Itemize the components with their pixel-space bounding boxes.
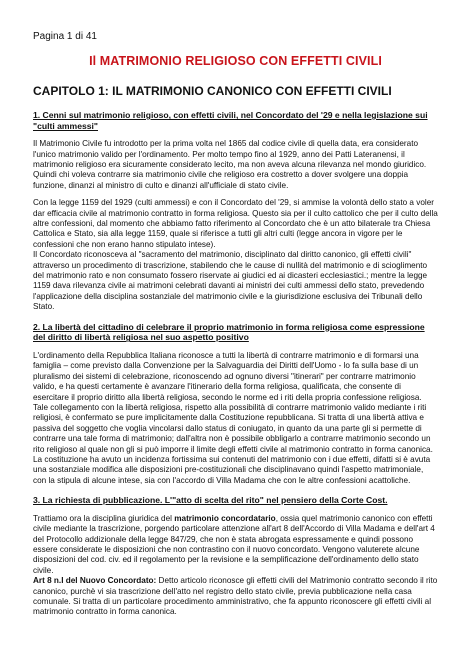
document-title: Il MATRIMONIO RELIGIOSO CON EFFETTI CIVILI bbox=[89, 54, 382, 68]
section-3-p1-rest: , ossia quel matrimonio canonico con effetti civile mediante la trascrizione, porgendo particolare attenzione all'art 8 dell'Accordo di Villa Madama e dell'art 4 del Protocollo addizionale della legge 847/29, che non è stata abrogata espressamente e quindi possono essere considerate le disposizioni che non contrastino con il nuovo concordato. Vengono valuterete alcune disposizioni del cod. civ. ed il regolamento per la revisione e la semplificazione dell'ordinamento dello stato civile. bbox=[33, 513, 435, 575]
section-3-paragraph-2 bbox=[33, 576, 438, 618]
section-3-p2-bold: Art 8 n.I del Nuovo Concordato: bbox=[33, 576, 157, 586]
section-2-paragraph-1: L'ordinamento della Repubblica Italiana riconosce a tutti la libertà di contrarre matrimonio e di formarsi una famiglia – come previsto dalla Convenzione per la Salvaguardia dei Diritti dell'Uomo - lo fa sulla base di un pluralismo dei sistemi di celebrazione, riconoscendo ad ognuno diversi "itinerari" per contrarre matrimonio valido, e ha questi certamente è avanzare l'itinerario della forma religiosa, qualificata, che consente di esercitare il proprio diritto alla libertà religiosa, secondo le norme ed i riti della propria confessione religiosa. Tale collegamento con la libertà religiosa, rispetto alla possibilità di contrarre matrimonio valido mediante i riti religiosi, è confermato se pure implicitamente dalla Costituzione repubblicana. Si tratta di una libertà attiva e passiva del soggetto che voglia vincolarsi dallo status di coniugato, in quanto da una parte gli si permette di contrarre una tale forma di matrimonio; dall'altra non è possibile obbligarlo a contrarre matrimonio secondo un rito religioso al quale non gli si può imporre il limite degli effetti civile al matrimonio contratto in forma canonica. bbox=[33, 350, 433, 454]
section-1-paragraph-3: Il Concordato riconosceva al "sacramento del matrimonio, disciplinato dal diritto canonico, gli effetti civili" attraverso un procedimento di trascrizione, stabilendo che le cause di nullità del matrimonio e di scioglimento del matrimonio rato e non consumato fossero riservate ai giudici ed ai dicasteri ecclesiastici.; mentre la legge 1159 dava rilevanza civile ai matrimoni celebrati davanti ai ministri dei culti ammessi dello stato, prevedendo l'applicazione della disciplina sostanziale del matrimonio civile e la giurisdizione esclusiva dei Tribunali dello Stato. bbox=[33, 250, 428, 312]
section-3-p2-rest: Detto articolo riconosce gli effetti civili del Matrimonio contratto secondo il rito canonico, purchè vi sia trascrizione dell'atto nel registro dello stato civile, previa pubblicazione nella casa comunale. Si tratta di un particolare procedimento amministrativo, che fa appunto riconoscere gli effetti civili al matrimonio contratto in forma canonica. bbox=[33, 576, 438, 617]
section-1-paragraph-1: Il Matrimonio Civile fu introdotto per la prima volta nel 1865 dal codice civile di quella data, era considerato l'unico matrimonio valido per l'ordinamento. Per molto tempo fino al 1929, anno dei Patti Lateranensi, il matrimonio religioso era sicuramente considerato lecito, ma non aveva alcuna rilevanza nel mondo giuridico. Quindi chi voleva contrarre sia matrimonio civile che religioso era costretto a dover svolgere una doppia funzione, dinanzi al ministro di culto e dinanzi all'ufficiale di stato civile. bbox=[33, 139, 427, 190]
chapter-heading: CAPITOLO 1: IL MATRIMONIO CANONICO CON EFFETTI CIVILI bbox=[33, 84, 392, 98]
section-1-heading: 1. Cenni sul matrimonio religioso, con effetti civili, nel Concordato del '29 e nella legislazione sui "culti ammessi" bbox=[33, 110, 428, 131]
section-3-p1-bold: matrimonio concordatario bbox=[174, 513, 276, 523]
section-2-heading: 2. La libertà del cittadino di celebrare il proprio matrimonio in forma religiosa come espressione del diritto di libertà religiosa nel suo aspetto positivo bbox=[33, 321, 425, 343]
section-3-p1-lead: Trattiamo ora la disciplina giuridica del bbox=[33, 513, 175, 523]
section-2-paragraph-2: La costituzione ha avuto un incidenza fortissima sui contenuti del matrimonio con i due effetti, difatti si è avuta una sostanziale modifica alle disposizioni pre-costituzionali che disciplinavano quindi l'aspetto matrimoniale, con la stipula di alcune intese, sia con l'accordo di Villa Madama che con le altre confessioni acattoliche. bbox=[33, 454, 431, 485]
page-number: Pagina 1 di 41 bbox=[33, 31, 97, 42]
section-3-heading: 3. La richiesta di pubblicazione. L'"atto di scelta del rito" nel pensiero della Corte Cost. bbox=[33, 495, 388, 506]
section-1-paragraph-2: Con la legge 1159 del 1929 (culti ammessi) e con il Concordato del '29, si ammise la volontà dello stato a voler dar efficacia civile al matrimonio contratto in forma religiosa. Questo sia per il culto cattolico che per il culto della altre confessioni, dal momento che abbiamo fatto riferimento al Concordato che è un atto bilaterale tra Chiesa Cattolica e Stato, sia alla legge 1159, quale si riferisce a tutti gli altri culti (legge ancora in vigore per le confessioni che non erano hanno stipulato intese). bbox=[33, 198, 438, 249]
section-3-paragraph-1 bbox=[33, 514, 438, 576]
